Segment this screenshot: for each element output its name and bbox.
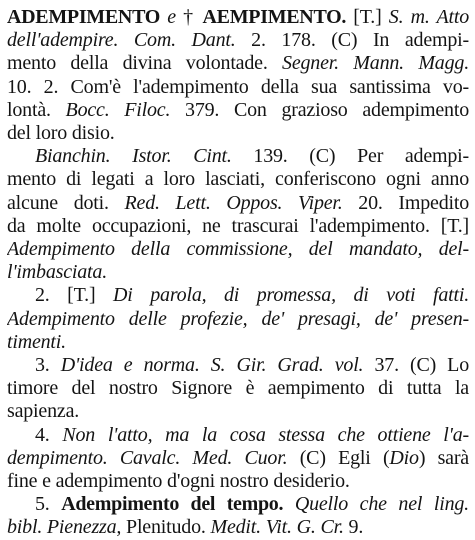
entry-line: [7, 145, 469, 168]
italic-text: e: [167, 6, 176, 28]
entry-line: [7, 99, 469, 122]
italic-text: Segner. Mann. Magg.: [282, 52, 469, 75]
roman-text: 379. Con grazioso adempimento: [170, 98, 469, 121]
italic-text: dell'adempire. Com. Dant.: [7, 29, 236, 52]
entry-line: [7, 400, 469, 423]
entry-line: [7, 377, 469, 400]
roman-text: mento di legati a loro lasciati, conferiscono ogni anno: [7, 168, 469, 191]
italic-text: Dio: [389, 446, 419, 469]
roman-text: [T.]: [346, 6, 389, 28]
bold-text: Adempimento del tempo.: [61, 493, 284, 516]
entry-line: [7, 493, 469, 516]
italic-text: D'idea e norma. S. Gir. Grad. vol.: [60, 354, 364, 377]
roman-text: 9.: [343, 516, 364, 539]
roman-text: 5.: [35, 493, 62, 516]
italic-text: Di parola, di promessa, di voti fatti.: [113, 284, 469, 307]
italic-text: dempimento. Cavalc. Med. Cuor.: [7, 446, 288, 469]
entry-line: [7, 192, 469, 215]
roman-text: lontà.: [7, 98, 66, 121]
italic-text: Red. Lett. Oppos. Viper.: [124, 191, 343, 214]
entry-line: [7, 424, 469, 447]
italic-text: Bocc. Filoc.: [65, 98, 171, 121]
italic-text: S. m. Atto: [388, 6, 469, 28]
roman-text: 10. 2. Com'è l'adempimento della sua santissima vo-: [7, 75, 469, 98]
entry-line: [7, 470, 469, 493]
italic-text: timenti.: [7, 330, 66, 353]
dictionary-entry: [7, 6, 469, 540]
entry-line: [7, 122, 469, 145]
roman-text: 3.: [35, 354, 61, 377]
entry-line: [7, 516, 469, 539]
bold-text: ADEMPIMENTO: [7, 6, 160, 28]
roman-text: del loro disio.: [7, 122, 115, 145]
roman-text: mento della divina volontade.: [7, 52, 283, 75]
entry-line: [7, 6, 469, 29]
italic-text: Quello che nel ling.: [294, 493, 469, 516]
entry-line: [7, 215, 469, 238]
entry-line: [7, 354, 469, 377]
roman-text: (C) Egli (: [287, 446, 390, 469]
roman-text: [283, 493, 295, 515]
italic-text: l'imbasciata.: [7, 261, 108, 284]
roman-text: 4.: [35, 423, 63, 446]
entry-line: [7, 29, 469, 52]
entry-line: [7, 331, 469, 354]
roman-text: da molte occupazioni, ne trascurai l'adempimento. [T.]: [7, 214, 469, 237]
roman-text: 139. (C) Per adempi-: [231, 145, 469, 168]
italic-text: Adempimento delle profezie, de' presagi, de' presen-: [7, 307, 469, 330]
roman-text: †: [175, 6, 203, 28]
entry-line: [7, 308, 469, 331]
roman-text: ) sarà: [418, 446, 469, 469]
roman-text: timore del nostro Signore è aempimento di tutta la: [7, 377, 469, 400]
entry-line: [7, 284, 469, 307]
italic-text: Bianchin. Istor. Cint.: [35, 145, 232, 168]
entry-line: [7, 261, 469, 284]
roman-text: 2. [T.]: [35, 284, 114, 307]
entry-line: [7, 76, 469, 99]
entry-line: [7, 447, 469, 470]
roman-text: 20. Impedito: [342, 191, 469, 214]
entry-line: [7, 52, 469, 75]
italic-text: bibl. Pienezza,: [7, 516, 122, 539]
roman-text: Plenitudo.: [121, 516, 211, 539]
roman-text: 2. 178. (C) In adempi-: [235, 29, 469, 52]
roman-text: alcune doti.: [7, 191, 125, 214]
entry-line: [7, 238, 469, 261]
bold-text: AEMPIMENTO.: [202, 6, 347, 28]
italic-text: Medit. Vit. G. Cr.: [210, 516, 344, 539]
roman-text: sapienza.: [7, 400, 80, 423]
roman-text: fine e adempimento d'ogni nostro desiderio.: [7, 470, 350, 493]
entry-line: [7, 168, 469, 191]
italic-text: Non l'atto, ma la cosa stessa che ottiene l'a-: [62, 423, 469, 446]
roman-text: 37. (C) Lo: [363, 354, 469, 377]
italic-text: Adempimento della commissione, del mandato, del-: [7, 238, 469, 261]
